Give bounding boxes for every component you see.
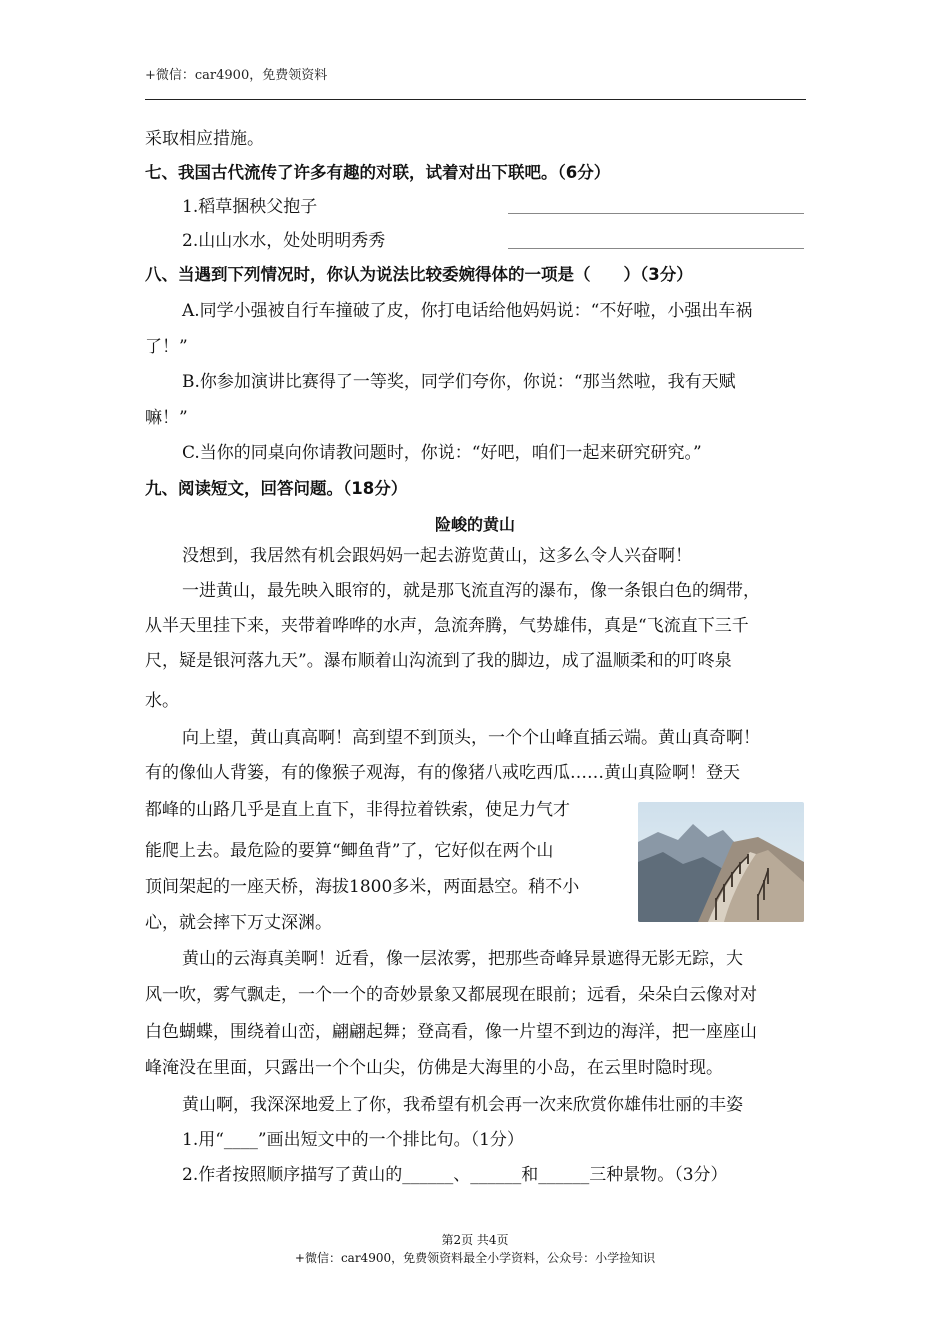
option-c: C.当你的同桌向你请教问题时，你说：“好吧，咱们一起来研究研究。” [182, 443, 702, 463]
passage-line: 一进黄山，最先映入眼帘的，就是那飞流直泻的瀑布，像一条银白色的绸带， [182, 581, 760, 601]
option-b: B.你参加演讲比赛得了一等奖，同学们夸你，你说：“那当然啦，我有天赋 [182, 372, 736, 392]
passage-title: 险峻的黄山 [434, 515, 515, 534]
passage-line: 能爬上去。最危险的要算“鲫鱼背”了，它好似在两个山 [145, 841, 554, 861]
page-header: +微信：car4900，免费领资料 [145, 68, 328, 83]
option-b-cont: 嘛！” [145, 408, 188, 428]
question-8-heading: 八、当遇到下列情况时，你认为说法比较委婉得体的一项是（ ）（3分） [145, 265, 693, 284]
couplet-item-2: 2.山山水水，处处明明秀秀 [182, 231, 386, 251]
couplet-item-1: 1.稻草捆秧父抱子 [182, 197, 318, 217]
header-divider [145, 99, 806, 100]
sub-question-1: 1.用“____”画出短文中的一个排比句。（1分） [182, 1130, 524, 1150]
passage-line: 峰淹没在里面，只露出一个个山尖，仿佛是大海里的小岛，在云里时隐时现。 [145, 1058, 723, 1078]
question-9-heading: 九、阅读短文，回答问题。（18分） [145, 479, 408, 498]
passage-line: 水。 [145, 691, 179, 711]
footer-note: +微信：car4900，免费领资料最全小学资料，公众号：小学捡知识 [294, 1251, 656, 1265]
answer-line [508, 213, 804, 214]
passage-line: 有的像仙人背篓，有的像猴子观海，有的像猪八戒吃西瓜……黄山真险啊！登天 [145, 763, 740, 783]
text-line: 采取相应措施。 [145, 129, 264, 149]
passage-line: 顶间架起的一座天桥，海拔1800多米，两面悬空。稍不小 [145, 877, 580, 897]
passage-line: 从半天里挂下来，夹带着哗哗的水声，急流奔腾，气势雄伟，真是“飞流直下三千 [145, 616, 749, 636]
passage-line: 都峰的山路几乎是直上直下，非得拉着铁索，使足力气才 [145, 800, 570, 820]
option-a: A.同学小强被自行车撞破了皮，你打电话给他妈妈说：“不好啦，小强出车祸 [182, 301, 753, 321]
passage-line: 没想到，我居然有机会跟妈妈一起去游览黄山，这多么令人兴奋啊！ [182, 546, 692, 566]
passage-line: 黄山的云海真美啊！近看，像一层浓雾，把那些奇峰异景遮得无影无踪，大 [182, 949, 743, 969]
passage-line: 心，就会摔下万丈深渊。 [145, 913, 332, 933]
huangshan-photo [638, 802, 804, 922]
option-a-cont: 了！” [145, 337, 188, 357]
sub-question-2: 2.作者按照顺序描写了黄山的______、______和______三种景物。（3分） [182, 1165, 728, 1185]
answer-line [508, 248, 804, 249]
page-number: 第2页 共4页 [441, 1233, 509, 1247]
question-7-heading: 七、我国古代流传了许多有趣的对联，试着对出下联吧。（6分） [145, 163, 611, 182]
passage-line: 向上望，黄山真高啊！高到望不到顶头，一个个山峰直插云端。黄山真奇啊！ [182, 728, 760, 748]
passage-line: 黄山啊，我深深地爱上了你，我希望有机会再一次来欣赏你雄伟壮丽的丰姿 [182, 1095, 743, 1115]
passage-line: 白色蝴蝶，围绕着山峦，翩翩起舞；登高看，像一片望不到边的海洋，把一座座山 [145, 1022, 757, 1042]
passage-line: 风一吹，雾气飘走，一个一个的奇妙景象又都展现在眼前；远看，朵朵白云像对对 [145, 985, 757, 1005]
passage-line: 尺，疑是银河落九天”。瀑布顺着山沟流到了我的脚边，成了温顺柔和的叮咚泉 [145, 651, 732, 671]
